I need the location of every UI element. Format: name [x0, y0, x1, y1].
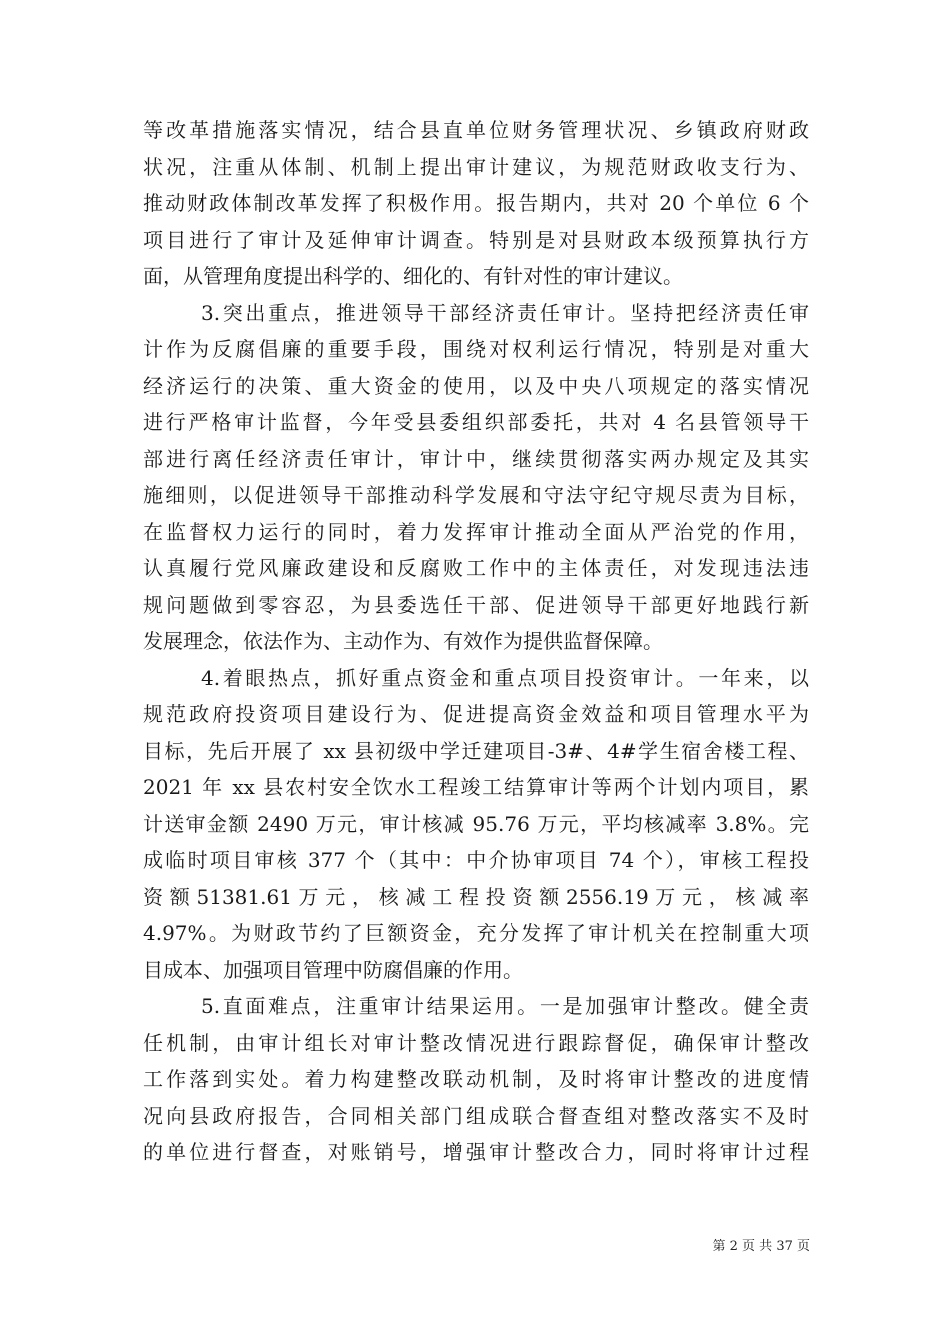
- text-line: 面，从管理角度提出科学的、细化的、有针对性的审计建议。: [143, 264, 683, 288]
- text-line: 发展理念，依法作为、主动作为、有效作为提供监督保障。: [143, 629, 663, 653]
- text-line: 5.直面难点，注重审计结果运用。一是加强审计整改。健全责: [201, 994, 809, 1018]
- text-line: 在监督权力运行的同时，着力发挥审计推动全面从严治党的作用，: [143, 519, 809, 544]
- text-line: 项目进行了审计及延伸审计调查。特别是对县财政本级预算执行方: [143, 227, 809, 252]
- text-line: 等改革措施落实情况，结合县直单位财务管理状况、乡镇政府财政: [143, 118, 809, 142]
- text-line: 4.97%。为财政节约了巨额资金，充分发挥了审计机关在控制重大项: [143, 921, 809, 945]
- text-line: 4.着眼热点，抓好重点资金和重点项目投资审计。一年来，以: [201, 665, 809, 690]
- text-line: 进行严格审计监督，今年受县委组织部委托，共对 4 名县管领导干: [143, 410, 809, 434]
- text-line: 资 额 51381.61 万 元 ， 核 减 工 程 投 资 额 2556.19 万 元 ， 核 减 率: [143, 884, 809, 909]
- text-line: 的单位进行督查，对账销号，增强审计整改合力，同时将审计过程: [143, 1140, 809, 1164]
- text-line: 计送审金额 2490 万元，审计核减 95.76 万元，平均核减率 3.8%。完: [143, 811, 809, 836]
- text-line: 认真履行党风廉政建设和反腐败工作中的主体责任，对发现违法违: [143, 556, 809, 580]
- text-line: 目成本、加强项目管理中防腐倡廉的作用。: [143, 957, 523, 982]
- text-line: 规范政府投资项目建设行为、促进提高资金效益和项目管理水平为: [143, 702, 809, 726]
- text-line: 目标，先后开展了 xx 县初级中学迁建项目-3#、4#学生宿舍楼工程、: [143, 738, 809, 763]
- text-line: 任机制，由审计组长对审计整改情况进行跟踪督促，确保审计整改: [143, 1030, 809, 1055]
- document-body: [143, 112, 809, 1171]
- text-line: 规问题做到零容忍，为县委选任干部、促进领导干部更好地践行新: [143, 592, 809, 617]
- text-line: 工作落到实处。着力构建整改联动机制，及时将审计整改的进度情: [143, 1067, 809, 1091]
- text-line: 部进行离任经济责任审计，审计中，继续贯彻落实两办规定及其实: [143, 446, 809, 471]
- text-line: 成临时项目审核 377 个（其中：中介协审项目 74 个），审核工程投: [143, 848, 809, 872]
- text-line: 3.突出重点，推进领导干部经济责任审计。坚持把经济责任审: [201, 300, 809, 325]
- text-line: 施细则，以促进领导干部推动科学发展和守法守纪守规尽责为目标，: [143, 483, 809, 507]
- page-number: 第 2 页 共 37 页: [712, 1239, 810, 1254]
- text-line: 状况，注重从体制、机制上提出审计建议，为规范财政收支行为、: [143, 154, 809, 179]
- text-line: 经济运行的决策、重大资金的使用，以及中央八项规定的落实情况: [143, 373, 809, 398]
- text-line: 计作为反腐倡廉的重要手段，围绕对权利运行情况，特别是对重大: [143, 337, 809, 361]
- text-line: 2021 年 xx 县农村安全饮水工程竣工结算审计等两个计划内项目，累: [143, 775, 809, 799]
- text-line: 推动财政体制改革发挥了积极作用。报告期内，共对 20 个单位 6 个: [143, 191, 809, 215]
- text-line: 况向县政府报告，合同相关部门组成联合督查组对整改落实不及时: [143, 1103, 809, 1128]
